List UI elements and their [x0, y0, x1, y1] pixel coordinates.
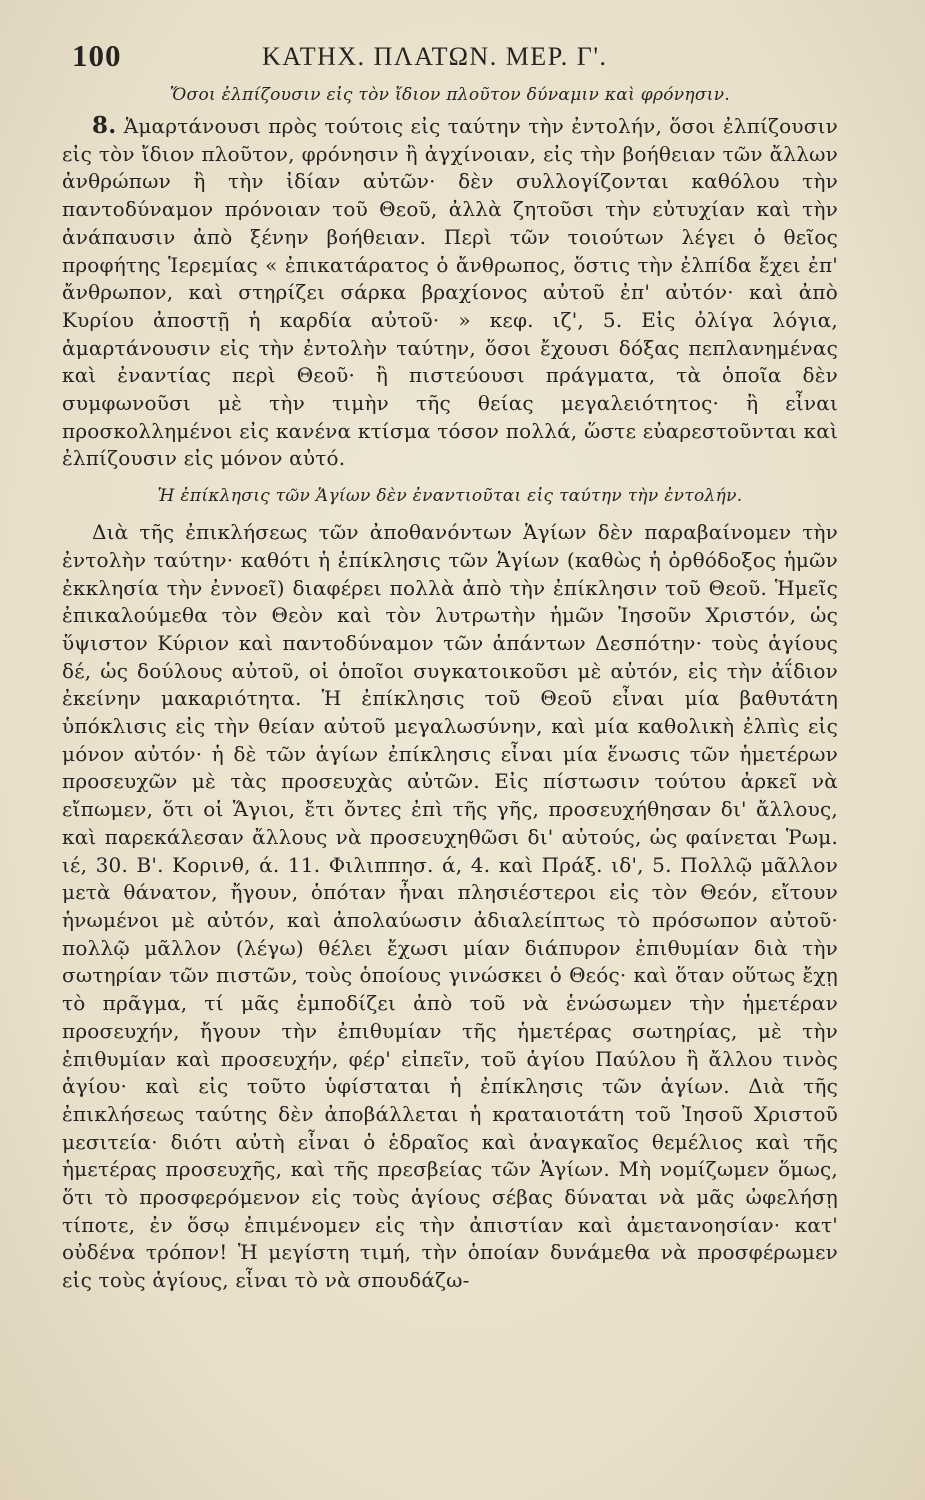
section-heading-1: Ὅσοι ἐλπίζουσιν εἰς τὸν ἴδιον πλοῦτον δύναμιν καὶ φρόνησιν.: [169, 85, 731, 105]
section-heading-2: Ἡ ἐπίκλησις τῶν Ἁγίων δὲν ἐναντιοῦται εἰς ταύτην τὴν ἐντολήν.: [157, 486, 743, 507]
paragraph-invocation-of-saints: Διὰ τῆς ἐπικλήσεως τῶν ἀποθανόντων Ἁγίων δὲν παραβαίνομεν τὴν ἐντολὴν ταύτην· καθότι ἡ ἐπίκλησις τῶν Ἁγίων (καθὼς ἡ ὀρθόδοξος ἡμῶν ἐκκλησία τὴν ἐννοεῖ) διαφέρει πολλὰ ἀπὸ τὴν ἐπίκλησιν τοῦ Θεοῦ. Ἡμεῖς ἐπικαλούμεθα τὸν Θεὸν καὶ τὸν λυτρωτὴν ἡμῶν Ἰησοῦν Χριστόν, ὡς ὕψιστον Κύριον καὶ παντοδύναμον τῶν ἁπάντων Δεσπότην· τοὺς ἁγίους δέ, ὡς δούλους αὐτοῦ, οἱ ὁποῖοι συγκατοικοῦσι μὲ αὐτόν, εἰς τὴν ἀΐδιον ἐκείνην μακαριότητα. Ἡ ἐπίκλησις τοῦ Θεοῦ εἶναι μία βαθυτάτη ὑπόκλισις εἰς τὴν θείαν αὐτοῦ μεγαλωσύνην, καὶ μία καθολικὴ ἐλπὶς εἰς μόνον αὐτόν· ἡ δὲ τῶν ἁγίων ἐπίκλησις εἶναι μία ἕνωσις τῶν ἡμετέρων προσευχῶν μὲ τὰς προσευχὰς αὐτῶν. Εἰς πίστωσιν τούτου ἀρκεῖ νὰ εἴπωμεν, ὅτι οἱ Ἅγιοι, ἔτι ὄντες ἐπὶ τῆς γῆς, προσευχήθησαν δι' ἄλλους, καὶ παρεκάλεσαν ἄλλους νὰ προσευχηθῶσι δι' αὐτούς, ὡς φαίνεται Ῥωμ. ιέ, 30. Β'. Κορινθ, ά. 11. Φιλιππησ. ά, 4. καὶ Πράξ. ιδ', 5. Πολλῷ μᾶλλον μετὰ θάνατον, ἤγουν, ὁπόταν ἦναι πλησιέστεροι εἰς τὸν Θεόν, εἴτουν ἡνωμένοι μὲ αὐτόν, καὶ ἀπολαύωσιν ἀδιαλείπτως τὸ πρόσωπον αὐτοῦ· πολλῷ μᾶλλον (λέγω) θέλει ἔχωσι μίαν διάπυρον ἐπιθυμίαν διὰ τὴν σωτηρίαν τῶν πιστῶν, τοὺς ὁποίους γινώσκει ὁ Θεός· καὶ ὅταν οὕτως ἔχῃ τὸ πρᾶγμα, τί μᾶς ἐμποδίζει ἀπὸ τοῦ νὰ ἑνώσωμεν τὴν ἡμετέραν προσευχήν, ἤγουν τὴν ἐπιθυμίαν τῆς ἡμετέρας σωτηρίας, μὲ τὴν ἐπιθυμίαν καὶ προσευχήν, φέρ' εἰπεῖν, τοῦ ἁγίου Παύλου ἢ ἄλλου τινὸς ἁγίου· καὶ εἰς τοῦτο ὑφίσταται ἡ ἐπίκλησις τῶν ἁγίων. Διὰ τῆς ἐπικλήσεως ταύτης δὲν ἀποβάλλεται ἡ κραταιοτάτη τοῦ Ἰησοῦ Χριστοῦ μεσιτεία· διότι αὐτὴ εἶναι ὁ ἑδραῖος καὶ ἀναγκαῖος θεμέλιος καὶ τῆς ἡμετέρας προσευχῆς, καὶ τῆς πρεσβείας τῶν Ἁγίων. Μὴ νομίζωμεν ὅμως, ὅτι τὸ προσφερόμενον εἰς τοὺς ἁγίους σέβας δύναται νὰ μᾶς ὠφελήσῃ τίποτε, ἐν ὅσῳ ἐπιμένομεν εἰς τὴν ἀπιστίαν καὶ ἀμετανοησίαν· κατ' οὐδένα τρόπον! Ἡ μεγίστη τιμή, τὴν ὁποίαν δυνάμεθα νὰ προσφέρωμεν εἰς τοὺς ἁγίους, εἶναι τὸ νὰ σπουδάζω-: [62, 520, 838, 1293]
paragraph-text: Ἁμαρτάνουσι πρὸς τούτοις εἰς ταύτην τὴν ἐντολήν, ὅσοι ἐλπίζουσιν εἰς τὸν ἴδιον πλοῦτον, φρόνησιν ἢ ἀγχίνοιαν, εἰς τὴν βοήθειαν τῶν ἄλλων ἀνθρώπων ἢ τὴν ἰδίαν αὐτῶν· δὲν συλλογίζονται καθόλου τὴν παντοδύναμον πρόνοιαν τοῦ Θεοῦ, ἀλλὰ ζητοῦσι τὴν εὐτυχίαν καὶ τὴν ἀνάπαυσιν ἀπὸ ξένην βοήθειαν. Περὶ τῶν τοιούτων λέγει ὁ θεῖος προφήτης Ἱερεμίας « ἐπικατάρατος ὁ ἄνθρωπος, ὅστις τὴν ἐλπίδα ἔχει ἐπ' ἄνθρωπον, καὶ στηρίζει σάρκα βραχίονος αὐτοῦ ἐπ' αὐτόν· καὶ ἀπὸ Κυρίου ἀποστῇ ἡ καρδία αὐτοῦ· » κεφ. ιζ', 5. Εἰς ὀλίγα λόγια, ἁμαρτάνουσιν εἰς τὴν ἐντολὴν ταύτην, ὅσοι ἔχουσι δόξας πεπλανημένας καὶ ἐναντίας περὶ Θεοῦ· ἢ πιστεύουσι πράγματα, τὰ ὁποῖα δὲν συμφωνοῦσι μὲ τὴν τιμὴν τῆς θείας μεγαλειότητος· ἢ εἶναι προσκολλημένοι εἰς κανένα κτίσμα τόσον πολλά, ὥστε εὐαρεστοῦνται καὶ ἐλπίζουσιν εἰς μόνον αὐτό.: [62, 114, 839, 471]
paragraph-number: 8.: [92, 112, 117, 139]
running-head: ΚΑΤΗΧ. ΠΛΑΤΩΝ. ΜΕΡ. Γ'.: [262, 42, 608, 71]
page-header: [72, 34, 842, 84]
page-number: 100: [72, 38, 122, 73]
body-text: [62, 82, 838, 1295]
paragraph-8: [62, 112, 838, 473]
